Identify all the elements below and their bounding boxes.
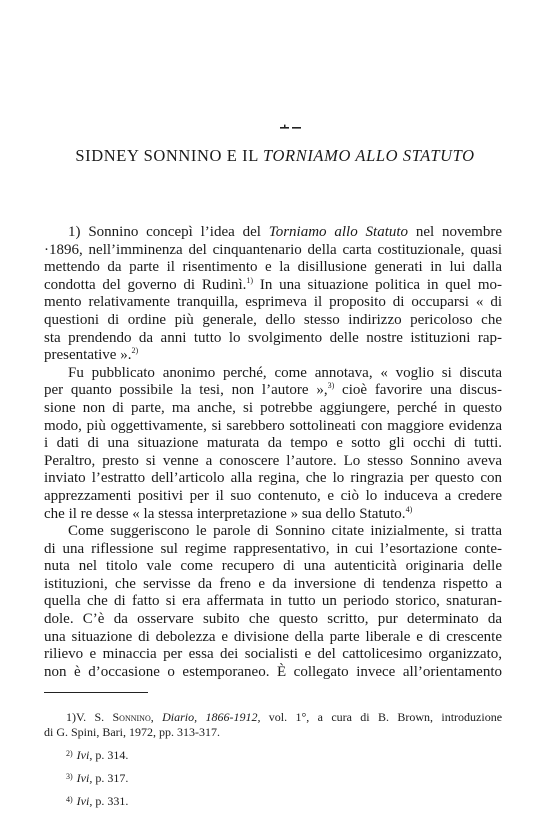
body-line-text: inviato l’estratto dell’articolo alla regina, che lo ringrazia per questo con: [44, 470, 502, 487]
body-line: [44, 488, 502, 506]
footnote-title: Diario, 1866-1912,: [162, 710, 261, 724]
body-line: [44, 382, 502, 400]
ornament-dash-icon: [280, 124, 304, 132]
body-line-text: istituzioni, che servisse da freno e da inversione di tendenza rispetto a: [44, 575, 502, 592]
footnote-author: Sonnino: [112, 710, 151, 724]
body-line-text: apprezzamenti positivi per il suo contenuto, e ciò lo induceva a credere: [44, 487, 502, 504]
body-line-text: mento relativamente tranquilla, esprimeva il proposito di occuparsi « di: [44, 294, 502, 311]
heading-title: TORNIAMO ALLO STATUTO: [263, 146, 475, 165]
footnote-rule: [44, 692, 148, 693]
body-line: [44, 365, 502, 383]
body-line: [44, 294, 502, 312]
body-line-text: quella che di fatto si era affermata in tutto un periodo storico, snaturan-: [44, 593, 502, 610]
body-line-text: rilievo e minaccia per essa dei socialisti e del cattolicesimo organizzato,: [44, 646, 502, 663]
body-line: [44, 611, 502, 629]
footnote-line: [44, 710, 502, 725]
footnote-line: [44, 792, 502, 809]
footnote-number: 3): [66, 772, 73, 781]
body-line: [44, 576, 502, 594]
body-line: [44, 312, 502, 330]
body-line-italic: Torniamo allo Statuto: [268, 224, 409, 240]
footnote-page: p. 317.: [92, 771, 129, 785]
body-line-text: modo, più oggettivamente, si sarebbero sottolineati con maggiore evidenza: [44, 417, 502, 434]
footnote-text: vol. 1°, a cura di B. Brown, introduzione: [260, 710, 503, 724]
body-line-text: sta prendendo da anni tutto lo svolgimento delle nostre istituzioni rap-: [44, 329, 502, 346]
body-line-text: i dati di una situazione maturata da tempo e sotto gli occhi di tutti.: [44, 435, 502, 452]
body-line-text-after: nel novembre: [408, 224, 502, 240]
body-line-text: Fu pubblicato anonimo perché, come annotava, « voglio si discuta: [68, 364, 502, 381]
body-line: [44, 347, 502, 365]
body-line-text: mettendo da parte il risentimento e la disillusione generati in lui dalla: [44, 259, 502, 276]
body-line: [44, 470, 502, 488]
body-line-text: che il re desse « la stessa interpretazione » sua dello Statuto.: [44, 505, 406, 522]
body-line-text: di una riflessione sul regime rappresentativo, in cui l’esortazione conte-: [44, 540, 502, 557]
footnote-page: p. 314.: [92, 748, 129, 762]
footnote-text: ,: [150, 710, 163, 724]
body-line-text: Come suggeriscono le parole di Sonnino citate inizialmente, si tratta: [68, 523, 502, 540]
body-line-text: dole. C’è da osservare subito che questo scritto, pur determinato da: [44, 611, 502, 628]
footnote-line: [44, 746, 502, 763]
footnote-ref[interactable]: 4): [405, 504, 413, 514]
body-line-text: Peraltro, presto si venne a conoscere l’autore. Lo stesso Sonnino aveva: [44, 452, 502, 469]
body-line: [44, 259, 502, 277]
body-line-text: presentative ».: [44, 347, 132, 364]
footnote-ibid: Ivi,: [76, 794, 93, 808]
body-line: [44, 664, 502, 682]
heading-prefix: SIDNEY SONNINO E IL: [75, 146, 264, 165]
body-text: [44, 224, 502, 681]
body-line-text: ·1896, nell’imminenza del cinquantenario della carta costituzionale, quasi: [44, 241, 502, 258]
footnote-ref[interactable]: 3): [327, 381, 335, 391]
body-line-text: sione non di parte, ma anche, si potrebbe aggiungere, perché in questo: [44, 399, 502, 416]
body-line: [44, 277, 502, 295]
body-line: [44, 506, 502, 524]
body-line-text: condotta del governo di Rudinì.: [44, 276, 247, 293]
body-line: [44, 400, 502, 418]
body-line: [44, 224, 502, 242]
footnote-number: 2): [66, 749, 73, 758]
body-line-text: 1) Sonnino concepì l’idea del: [68, 224, 269, 240]
body-line: [44, 593, 502, 611]
body-line-text: questioni di ordine più generale, dello stesso indirizzo pericoloso che: [44, 311, 502, 328]
body-line: [44, 330, 502, 348]
footnote-page: p. 331.: [92, 794, 129, 808]
footnote-number: 4): [66, 795, 73, 804]
body-line-text: non è d’occasione o estemporaneo. È collegato invece all’orientamento: [44, 663, 502, 680]
chapter-heading: [0, 146, 550, 166]
body-line: [44, 523, 502, 541]
body-line: [44, 435, 502, 453]
body-line: [44, 242, 502, 260]
footnote-number: 1): [66, 710, 76, 724]
footnote-text: V. S.: [76, 710, 113, 724]
body-line-text-after: In una situazione politica in quel mo-: [253, 276, 502, 293]
body-line-text-after: cioè favorire una discus-: [334, 382, 503, 399]
footnotes: [44, 710, 502, 815]
footnote-ibid: Ivi,: [76, 748, 93, 762]
body-line: [44, 541, 502, 559]
body-line: [44, 418, 502, 436]
footnote-line: [44, 769, 502, 786]
footnote-ibid: Ivi,: [76, 771, 93, 785]
footnote-ref[interactable]: 1): [246, 275, 254, 285]
body-line-text: nuta nel titolo vale come recupero di una autenticità originaria delle: [44, 558, 502, 575]
body-line: [44, 558, 502, 576]
body-line: [44, 629, 502, 647]
footnote-line: di G. Spini, Bari, 1972, pp. 313-317.: [44, 725, 220, 739]
body-line-text: una situazione di debolezza e divisione della parte liberale e di crescente: [44, 628, 502, 645]
footnote-ref[interactable]: 2): [131, 346, 139, 356]
body-line: [44, 453, 502, 471]
body-line-text: per quanto possibile la tesi, non l’autore »,: [44, 382, 328, 399]
body-line: [44, 646, 502, 664]
